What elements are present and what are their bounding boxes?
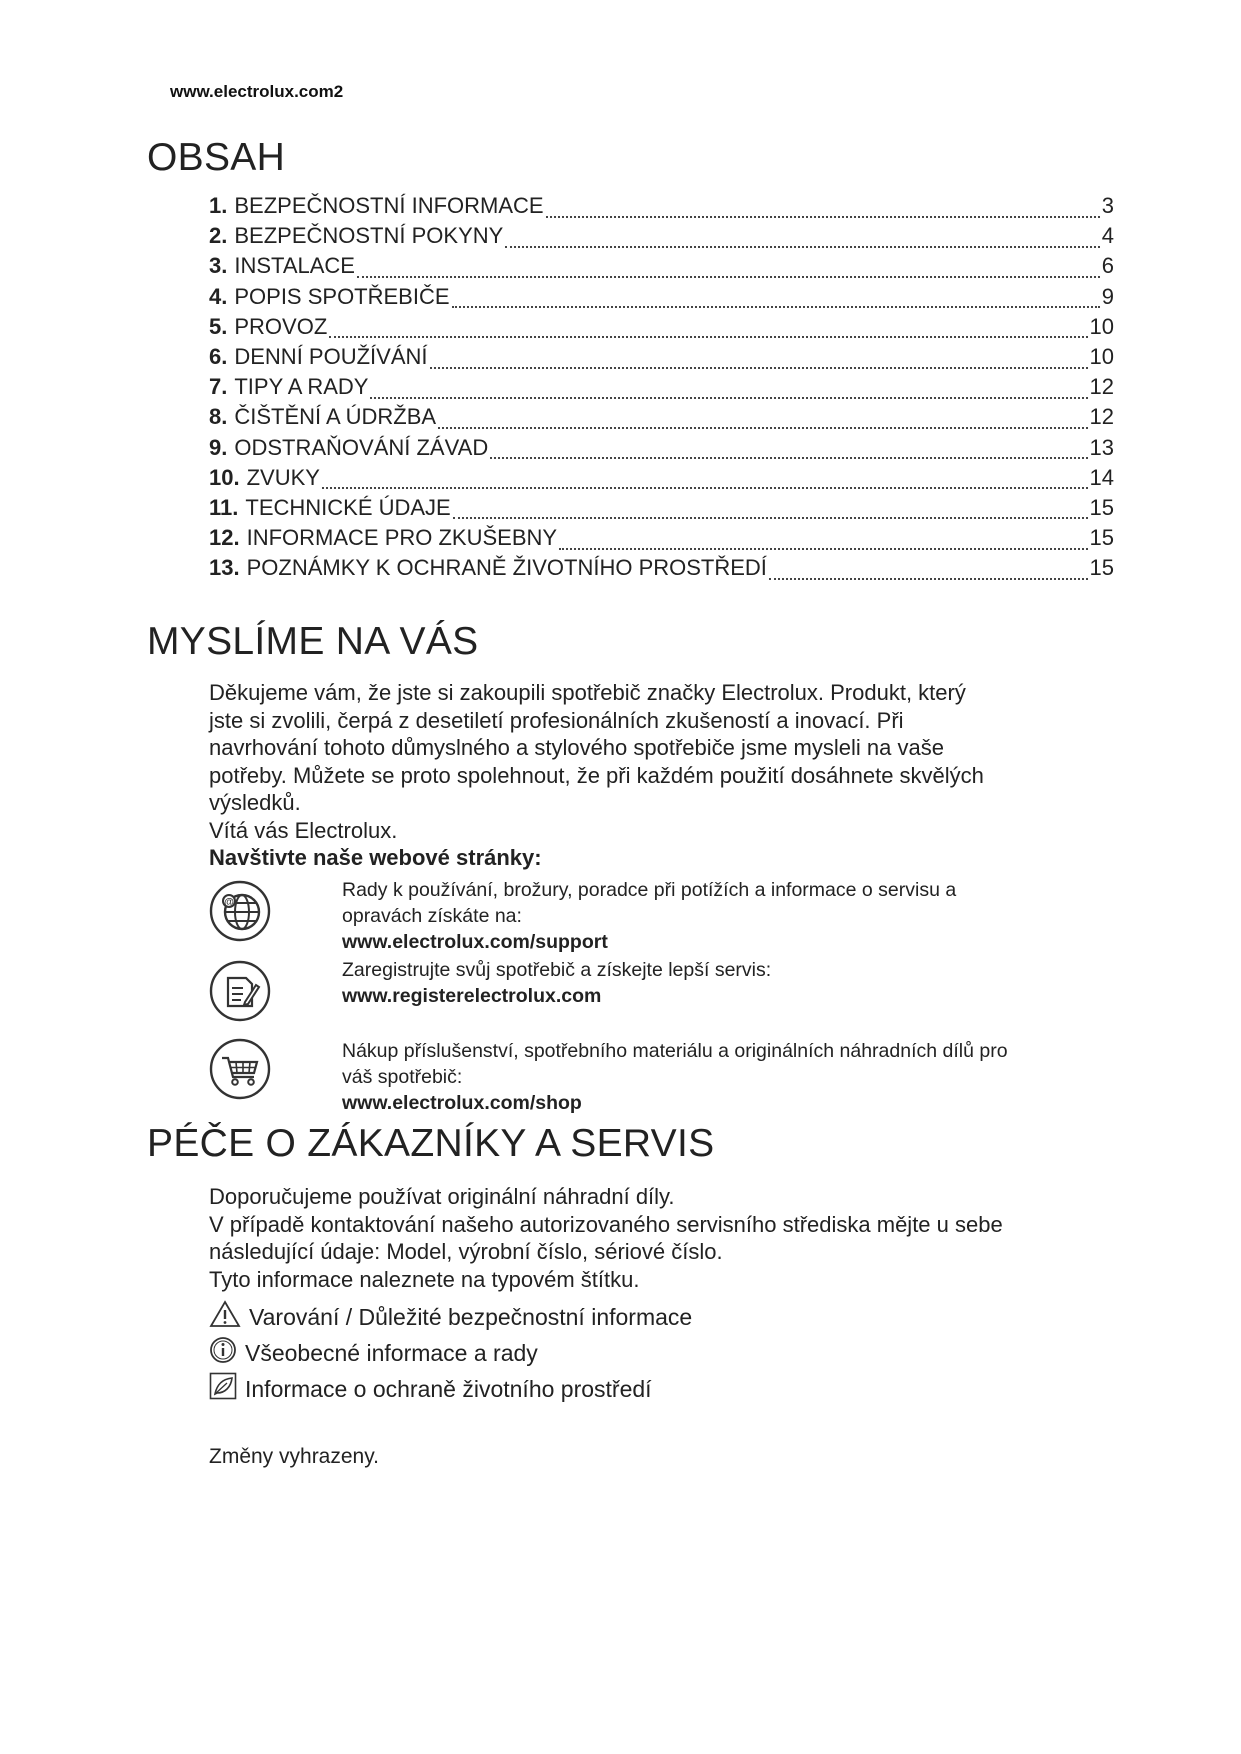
toc-label: ČIŠTĚNÍ A ÚDRŽBA	[234, 404, 437, 430]
toc-item-9[interactable]	[209, 435, 1114, 465]
welcome-paragraph	[209, 679, 1109, 872]
toc-label: TIPY A RADY	[234, 374, 369, 400]
toc-leader-dots	[430, 366, 1088, 369]
changes-reserved-note: Změny vyhrazeny.	[209, 1445, 379, 1468]
toc-number: 5.	[209, 313, 228, 339]
toc-page-number: 15	[1089, 525, 1114, 551]
toc-page-number: 12	[1089, 404, 1114, 430]
toc-leader-dots	[438, 426, 1087, 429]
toc-number: 12.	[209, 525, 240, 551]
toc-label: ODSTRAŇOVÁNÍ ZÁVAD	[234, 434, 489, 460]
toc-page-number: 3	[1101, 193, 1114, 218]
toc-label: POZNÁMKY K OCHRANĚ ŽIVOTNÍHO PROSTŘEDÍ	[246, 555, 767, 581]
toc-label: PROVOZ	[234, 313, 328, 339]
toc-label: POPIS SPOTŘEBIČE	[234, 283, 450, 309]
toc-item-1[interactable]	[209, 193, 1114, 223]
care-line: následující údaje: Model, výrobní číslo, sériové číslo.	[209, 1239, 723, 1264]
toc-page-number: 10	[1089, 313, 1114, 339]
toc-leader-dots	[452, 305, 1100, 308]
toc-item-11[interactable]	[209, 495, 1114, 525]
toc-leader-dots	[769, 577, 1088, 580]
care-line: V případě kontaktování našeho autorizovaného servisního střediska mějte u sebe	[209, 1211, 1003, 1237]
cart-icon	[209, 1038, 271, 1100]
toc-item-7[interactable]	[209, 374, 1114, 404]
toc-item-8[interactable]	[209, 404, 1114, 434]
toc-number: 3.	[209, 253, 228, 279]
toc-page-number: 10	[1089, 343, 1114, 369]
legend-label: Všeobecné informace a rady	[245, 1339, 538, 1366]
care-paragraph	[209, 1183, 1109, 1293]
web-item-text	[342, 877, 1122, 955]
toc-label: INFORMACE PRO ZKUŠEBNY	[246, 525, 558, 551]
toc-label: TECHNICKÉ ÚDAJE	[245, 494, 451, 520]
toc-leader-dots	[505, 245, 1099, 248]
toc-number: 13.	[209, 555, 240, 581]
welcome-line: jste si zvolili, čerpá z desetiletí profesionálních zkušeností a inovací. Při	[209, 707, 904, 733]
web-item-text	[342, 1038, 1122, 1116]
toc-item-6[interactable]	[209, 344, 1114, 374]
welcome-line: výsledků.	[209, 790, 301, 815]
legend-warning	[209, 1299, 692, 1335]
toc-number: 7.	[209, 374, 228, 400]
web-item-line: váš spotřebič:	[342, 1066, 463, 1088]
toc-leader-dots	[490, 456, 1087, 459]
toc-leader-dots	[546, 215, 1100, 218]
support-link[interactable]: www.electrolux.com/support	[342, 931, 608, 953]
toc-page-number: 15	[1089, 555, 1114, 581]
toc-title: OBSAH	[147, 136, 286, 179]
toc-number: 11.	[209, 494, 239, 520]
legend-label: Informace o ochraně životního prostředí	[245, 1375, 652, 1402]
toc-label: DENNÍ POUŽÍVÁNÍ	[234, 343, 428, 369]
welcome-line: Vítá vás Electrolux.	[209, 817, 398, 843]
info-icon	[209, 1336, 245, 1370]
toc-number: 8.	[209, 404, 228, 430]
care-line: Tyto informace naleznete na typovém štítku.	[209, 1266, 640, 1292]
toc-page-number: 14	[1089, 464, 1114, 490]
toc-label: BEZPEČNOSTNÍ POKYNY	[234, 223, 504, 249]
toc-leader-dots	[322, 486, 1088, 489]
web-item-text	[342, 957, 1122, 1009]
toc-page-number: 4	[1101, 223, 1114, 249]
toc-label: BEZPEČNOSTNÍ INFORMACE	[234, 193, 544, 218]
toc-item-13[interactable]	[209, 555, 1114, 585]
toc-item-3[interactable]	[209, 253, 1114, 283]
toc-leader-dots	[370, 396, 1087, 399]
toc-page-number: 15	[1089, 494, 1114, 520]
web-item-line: Zaregistrujte svůj spotřebič a získejte lepší servis:	[342, 959, 772, 981]
visit-label: Navštivte naše webové stránky:	[209, 845, 542, 870]
toc-item-10[interactable]	[209, 465, 1114, 495]
toc-leader-dots	[453, 516, 1088, 519]
welcome-line: potřeby. Můžete se proto spolehnout, že při každém použití dosáhnete skvělých	[209, 762, 984, 788]
toc-item-12[interactable]	[209, 525, 1114, 555]
web-item-line: Rady k používání, brožury, poradce při potížích a informace o servisu a	[342, 879, 957, 901]
toc-item-5[interactable]	[209, 314, 1114, 344]
legend-info	[209, 1335, 692, 1371]
table-of-contents	[209, 193, 1114, 585]
toc-item-2[interactable]	[209, 223, 1114, 253]
toc-item-4[interactable]	[209, 284, 1114, 314]
web-item-line: Nákup příslušenství, spotřebního materiálu a originálních náhradních dílů pro	[342, 1040, 1008, 1062]
toc-page-number: 9	[1101, 283, 1114, 309]
legend-label: Varování / Důležité bezpečnostní informace	[249, 1303, 693, 1330]
toc-number: 1.	[209, 193, 228, 218]
toc-number: 9.	[209, 434, 228, 460]
toc-number: 2.	[209, 223, 228, 249]
toc-label: ZVUKY	[246, 464, 320, 490]
toc-page-number: 12	[1089, 374, 1114, 400]
symbol-legend	[209, 1299, 692, 1407]
legend-environment	[209, 1371, 692, 1407]
welcome-line: navrhování tohoto důmyslného a stylového spotřebiče jsme mysleli na vaše	[209, 735, 944, 760]
register-icon	[209, 960, 271, 1022]
toc-label: INSTALACE	[234, 253, 355, 279]
toc-number: 10.	[209, 464, 240, 490]
globe-icon	[209, 880, 271, 942]
warning-icon	[209, 1300, 249, 1334]
toc-number: 6.	[209, 343, 228, 369]
shop-link[interactable]: www.electrolux.com/shop	[342, 1092, 582, 1114]
thinking-title: MYSLÍME NA VÁS	[147, 620, 479, 663]
care-line: Doporučujeme používat originální náhradní díly.	[209, 1184, 675, 1209]
header-website-url[interactable]: www.electrolux.com2	[170, 82, 344, 101]
toc-leader-dots	[329, 335, 1087, 338]
register-link[interactable]: www.registerelectrolux.com	[342, 985, 602, 1007]
svg-text:@: @	[224, 897, 234, 908]
toc-page-number: 6	[1101, 253, 1114, 279]
toc-leader-dots	[357, 275, 1100, 278]
toc-leader-dots	[559, 547, 1087, 550]
web-item-line: opravách získáte na:	[342, 905, 522, 927]
care-title: PÉČE O ZÁKAZNÍKY A SERVIS	[147, 1122, 715, 1165]
toc-page-number: 13	[1089, 434, 1114, 460]
welcome-line: Děkujeme vám, že jste si zakoupili spotřebič značky Electrolux. Produkt, který	[209, 680, 966, 705]
leaf-icon	[209, 1372, 245, 1406]
toc-number: 4.	[209, 283, 228, 309]
